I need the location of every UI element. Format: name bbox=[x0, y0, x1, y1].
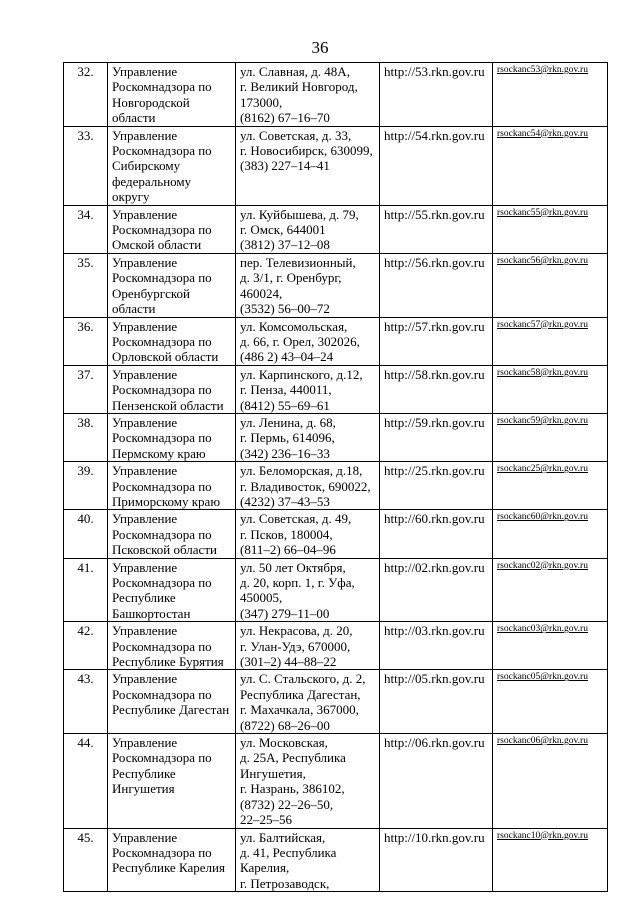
office-name-line: Новгородской bbox=[112, 94, 190, 110]
website-cell bbox=[380, 558, 493, 622]
office-name-line: федеральному bbox=[112, 173, 192, 189]
website-cell bbox=[380, 670, 493, 734]
office-address bbox=[236, 670, 380, 734]
office-address-line: ул. Советская, д. 49, bbox=[240, 511, 352, 527]
website-link[interactable]: http://03.rkn.gov.ru bbox=[384, 623, 485, 639]
email-cell bbox=[493, 253, 608, 317]
office-address-line: (811–2) 66–04–96 bbox=[240, 542, 336, 558]
office-name-line: Управление bbox=[112, 206, 178, 222]
table-row bbox=[64, 365, 608, 413]
office-name-line: Роскомнадзора по bbox=[112, 478, 212, 494]
email-cell bbox=[493, 413, 608, 461]
website-cell bbox=[380, 462, 493, 510]
office-address bbox=[236, 126, 380, 205]
office-address-line: г. Назрань, 386102, bbox=[240, 781, 345, 797]
office-name-line: Управление bbox=[112, 254, 178, 270]
row-number: 41. bbox=[64, 558, 108, 622]
table-body bbox=[64, 63, 608, 892]
office-name-line: Управление bbox=[112, 735, 178, 751]
table-row bbox=[64, 63, 608, 127]
office-address-line: (342) 236–16–33 bbox=[240, 445, 330, 461]
table-row bbox=[64, 828, 608, 892]
office-address-line: (383) 227–14–41 bbox=[240, 158, 330, 174]
email-link[interactable]: rsockanc06@rkn.gov.ru bbox=[497, 736, 588, 747]
office-address-line: д. 66, г. Орел, 302026, bbox=[240, 333, 360, 349]
office-address-line: г. Омск, 644001 bbox=[240, 222, 326, 238]
row-number: 43. bbox=[64, 670, 108, 734]
website-cell bbox=[380, 510, 493, 558]
table-row bbox=[64, 670, 608, 734]
office-name-line: Роскомнадзора по bbox=[112, 750, 212, 766]
office-name-line: области bbox=[112, 301, 156, 317]
office-name-line: Орловской области bbox=[112, 349, 219, 365]
office-address-line: (486 2) 43–04–24 bbox=[240, 349, 334, 365]
office-name bbox=[108, 365, 236, 413]
office-address-line: ул. Некрасова, д. 20, bbox=[240, 623, 353, 639]
office-name-line: Управление bbox=[112, 671, 178, 687]
office-name-line: Управление bbox=[112, 414, 178, 430]
website-link[interactable]: http://55.rkn.gov.ru bbox=[384, 206, 485, 222]
row-number: 36. bbox=[64, 317, 108, 365]
office-name bbox=[108, 413, 236, 461]
office-name bbox=[108, 63, 236, 127]
office-address-line: г. Псков, 180004, bbox=[240, 526, 333, 542]
office-name-line: Роскомнадзора по bbox=[112, 382, 212, 398]
row-number: 35. bbox=[64, 253, 108, 317]
office-name-line: Роскомнадзора по bbox=[112, 526, 212, 542]
row-number: 38. bbox=[64, 413, 108, 461]
office-address-line: г. Пермь, 614096, bbox=[240, 430, 335, 446]
office-name-line: Управление bbox=[112, 511, 178, 527]
office-address bbox=[236, 63, 380, 127]
office-name-line: округу bbox=[112, 189, 150, 205]
email-link[interactable]: rsockanc56@rkn.gov.ru bbox=[497, 255, 588, 266]
office-address-line: 173000, bbox=[240, 94, 283, 110]
office-name-line: Роскомнадзора по bbox=[112, 79, 212, 95]
office-name-line: Республике Карелия bbox=[112, 860, 225, 876]
office-name-line: Пермскому краю bbox=[112, 445, 206, 461]
office-address-line: Карелия, bbox=[240, 860, 290, 876]
office-address-line: г. Великий Новгород, bbox=[240, 79, 358, 95]
email-cell bbox=[493, 828, 608, 892]
office-name bbox=[108, 558, 236, 622]
office-address-line: ул. С. Стальского, д. 2, bbox=[240, 671, 366, 687]
row-number: 32. bbox=[64, 63, 108, 127]
office-name-line: Приморскому краю bbox=[112, 493, 221, 509]
office-name bbox=[108, 253, 236, 317]
office-address-line: д. 20, корп. 1, г. Уфа, bbox=[240, 575, 355, 590]
office-address-line: ул. Карпинского, д.12, bbox=[240, 366, 363, 382]
office-address bbox=[236, 622, 380, 670]
office-address-line: ул. Славная, д. 48А, bbox=[240, 64, 350, 79]
office-name bbox=[108, 828, 236, 892]
table-row bbox=[64, 558, 608, 622]
office-address-line: 450005, bbox=[240, 590, 283, 606]
email-cell bbox=[493, 558, 608, 622]
office-address-line: 22–25–56 bbox=[240, 812, 292, 828]
email-cell bbox=[493, 205, 608, 253]
website-cell bbox=[380, 622, 493, 670]
office-address-line: г. Петрозаводск, bbox=[240, 875, 330, 891]
office-name-line: Роскомнадзора по bbox=[112, 575, 212, 590]
email-cell bbox=[493, 365, 608, 413]
office-address-line: д. 25А, Республика bbox=[240, 750, 346, 766]
website-link[interactable]: http://58.rkn.gov.ru bbox=[384, 366, 485, 382]
office-address-line: г. Улан-Удэ, 670000, bbox=[240, 638, 351, 654]
office-name bbox=[108, 462, 236, 510]
office-address bbox=[236, 253, 380, 317]
office-name-line: Управление bbox=[112, 318, 178, 334]
office-name bbox=[108, 317, 236, 365]
email-cell bbox=[493, 670, 608, 734]
website-cell bbox=[380, 63, 493, 127]
website-cell bbox=[380, 253, 493, 317]
office-address bbox=[236, 828, 380, 892]
office-address bbox=[236, 558, 380, 622]
row-number: 39. bbox=[64, 462, 108, 510]
email-link[interactable]: rsockanc55@rkn.gov.ru bbox=[497, 207, 588, 218]
office-name-line: Республике bbox=[112, 590, 176, 606]
office-name-line: Роскомнадзора по bbox=[112, 638, 212, 654]
row-number: 40. bbox=[64, 510, 108, 558]
email-link[interactable]: rsockanc25@rkn.gov.ru bbox=[497, 464, 588, 475]
office-address-line: ул. Беломорская, д.18, bbox=[240, 463, 363, 479]
office-address bbox=[236, 510, 380, 558]
email-link[interactable]: rsockanc02@rkn.gov.ru bbox=[497, 560, 588, 571]
email-cell bbox=[493, 622, 608, 670]
email-cell bbox=[493, 63, 608, 127]
website-cell bbox=[380, 734, 493, 828]
website-link[interactable]: http://02.rkn.gov.ru bbox=[384, 559, 485, 575]
office-name-line: Роскомнадзора по bbox=[112, 430, 212, 446]
office-address-line: (8732) 22–26–50, bbox=[240, 796, 334, 812]
email-link[interactable]: rsockanc58@rkn.gov.ru bbox=[497, 367, 588, 378]
email-cell bbox=[493, 317, 608, 365]
row-number: 33. bbox=[64, 126, 108, 205]
office-address-line: г. Махачкала, 367000, bbox=[240, 702, 359, 718]
office-address-line: д. 41, Республика bbox=[240, 844, 337, 860]
office-address-line: г. Владивосток, 690022, bbox=[240, 478, 371, 494]
email-link[interactable]: rsockanc54@rkn.gov.ru bbox=[497, 128, 588, 139]
office-address-line: ул. Московская, bbox=[240, 735, 328, 751]
office-name bbox=[108, 670, 236, 734]
regional-offices-table bbox=[63, 62, 608, 892]
office-address-line: ул. Балтийская, bbox=[240, 829, 326, 845]
website-link[interactable]: http://53.rkn.gov.ru bbox=[384, 64, 485, 79]
office-address-line: ул. Комсомольская, bbox=[240, 318, 348, 334]
office-address-line: ул. Ленина, д. 68, bbox=[240, 414, 336, 430]
office-name-line: области bbox=[112, 110, 156, 126]
office-name bbox=[108, 622, 236, 670]
website-cell bbox=[380, 126, 493, 205]
table-row bbox=[64, 734, 608, 828]
office-name-line: Республике Дагестан bbox=[112, 702, 230, 718]
website-cell bbox=[380, 413, 493, 461]
table-row bbox=[64, 205, 608, 253]
website-cell bbox=[380, 317, 493, 365]
website-link[interactable]: http://10.rkn.gov.ru bbox=[384, 829, 485, 845]
office-address-line: г. Пенза, 440011, bbox=[240, 382, 332, 398]
office-name-line: Ингушетия bbox=[112, 781, 175, 797]
office-address-line: пер. Телевизионный, bbox=[240, 254, 356, 270]
office-address-line: (8412) 55–69–61 bbox=[240, 397, 330, 413]
office-address bbox=[236, 205, 380, 253]
office-name-line: Управление bbox=[112, 127, 178, 143]
office-name-line: Республике bbox=[112, 765, 176, 781]
website-link[interactable]: http://57.rkn.gov.ru bbox=[384, 318, 485, 334]
office-name bbox=[108, 734, 236, 828]
table-row bbox=[64, 126, 608, 205]
row-number: 37. bbox=[64, 365, 108, 413]
row-number: 34. bbox=[64, 205, 108, 253]
email-link[interactable]: rsockanc53@rkn.gov.ru bbox=[497, 65, 588, 75]
office-address-line: Ингушетия, bbox=[240, 765, 306, 781]
office-name-line: Роскомнадзора по bbox=[112, 143, 212, 159]
email-link[interactable]: rsockanc03@rkn.gov.ru bbox=[497, 624, 588, 635]
website-link[interactable]: http://54.rkn.gov.ru bbox=[384, 127, 485, 143]
office-name bbox=[108, 205, 236, 253]
table-row bbox=[64, 253, 608, 317]
email-link[interactable]: rsockanc10@rkn.gov.ru bbox=[497, 830, 588, 841]
office-name-line: Республике Бурятия bbox=[112, 654, 224, 670]
email-cell bbox=[493, 510, 608, 558]
email-link[interactable]: rsockanc05@rkn.gov.ru bbox=[497, 672, 588, 683]
office-address-line: (8162) 67–16–70 bbox=[240, 110, 330, 126]
email-link[interactable]: rsockanc59@rkn.gov.ru bbox=[497, 415, 588, 426]
office-name bbox=[108, 510, 236, 558]
office-address-line: (347) 279–11–00 bbox=[240, 605, 330, 621]
office-address-line: ул. 50 лет Октября, bbox=[240, 559, 346, 575]
office-address bbox=[236, 365, 380, 413]
website-link[interactable]: http://59.rkn.gov.ru bbox=[384, 414, 485, 430]
office-name-line: Башкортостан bbox=[112, 605, 191, 621]
office-address-line: (3532) 56–00–72 bbox=[240, 301, 330, 317]
website-link[interactable]: http://56.rkn.gov.ru bbox=[384, 254, 485, 270]
website-cell bbox=[380, 365, 493, 413]
website-link[interactable]: http://25.rkn.gov.ru bbox=[384, 463, 485, 479]
website-link[interactable]: http://60.rkn.gov.ru bbox=[384, 511, 485, 527]
table-row bbox=[64, 622, 608, 670]
page-number: 36 bbox=[311, 38, 329, 57]
email-link[interactable]: rsockanc60@rkn.gov.ru bbox=[497, 512, 588, 523]
table-row bbox=[64, 510, 608, 558]
office-address-line: (3812) 37–12–08 bbox=[240, 237, 330, 253]
row-number: 44. bbox=[64, 734, 108, 828]
office-name-line: Управление bbox=[112, 366, 178, 382]
office-address bbox=[236, 317, 380, 365]
office-address-line: (301–2) 44–88–22 bbox=[240, 654, 337, 670]
office-address-line: (8722) 68–26–00 bbox=[240, 717, 330, 733]
office-name-line: Сибирскому bbox=[112, 158, 181, 174]
email-cell bbox=[493, 462, 608, 510]
office-name-line: Оренбургской bbox=[112, 285, 190, 301]
office-address-line: Республика Дагестан, bbox=[240, 686, 361, 702]
office-address-line: д. 3/1, г. Оренбург, bbox=[240, 270, 342, 286]
office-name-line: Управление bbox=[112, 829, 178, 845]
office-name-line: Роскомнадзора по bbox=[112, 222, 212, 238]
table-row bbox=[64, 462, 608, 510]
office-address-line: г. Новосибирск, 630099, bbox=[240, 143, 373, 159]
website-cell bbox=[380, 828, 493, 892]
table-row bbox=[64, 413, 608, 461]
office-name-line: Роскомнадзора по bbox=[112, 844, 212, 860]
office-address-line: ул. Советская, д. 33, bbox=[240, 127, 352, 143]
table-row bbox=[64, 317, 608, 365]
office-name-line: Управление bbox=[112, 463, 178, 479]
email-link[interactable]: rsockanc57@rkn.gov.ru bbox=[497, 319, 588, 330]
office-name-line: Роскомнадзора по bbox=[112, 686, 212, 702]
office-address bbox=[236, 462, 380, 510]
email-cell bbox=[493, 126, 608, 205]
office-name-line: Управление bbox=[112, 64, 178, 79]
website-cell bbox=[380, 205, 493, 253]
office-name-line: Омской области bbox=[112, 237, 202, 253]
website-link[interactable]: http://06.rkn.gov.ru bbox=[384, 735, 485, 751]
office-name bbox=[108, 126, 236, 205]
office-name-line: Управление bbox=[112, 623, 178, 639]
office-address-line: ул. Куйбышева, д. 79, bbox=[240, 206, 359, 222]
office-address-line: (4232) 37–43–53 bbox=[240, 493, 330, 509]
website-link[interactable]: http://05.rkn.gov.ru bbox=[384, 671, 485, 687]
office-name-line: Роскомнадзора по bbox=[112, 333, 212, 349]
office-name-line: Псковской области bbox=[112, 542, 217, 558]
office-name-line: Роскомнадзора по bbox=[112, 270, 212, 286]
office-name-line: Пензенской области bbox=[112, 397, 224, 413]
office-address bbox=[236, 734, 380, 828]
row-number: 42. bbox=[64, 622, 108, 670]
office-name-line: Управление bbox=[112, 559, 178, 575]
row-number: 45. bbox=[64, 828, 108, 892]
office-address-line: 460024, bbox=[240, 285, 283, 301]
office-address bbox=[236, 413, 380, 461]
email-cell bbox=[493, 734, 608, 828]
